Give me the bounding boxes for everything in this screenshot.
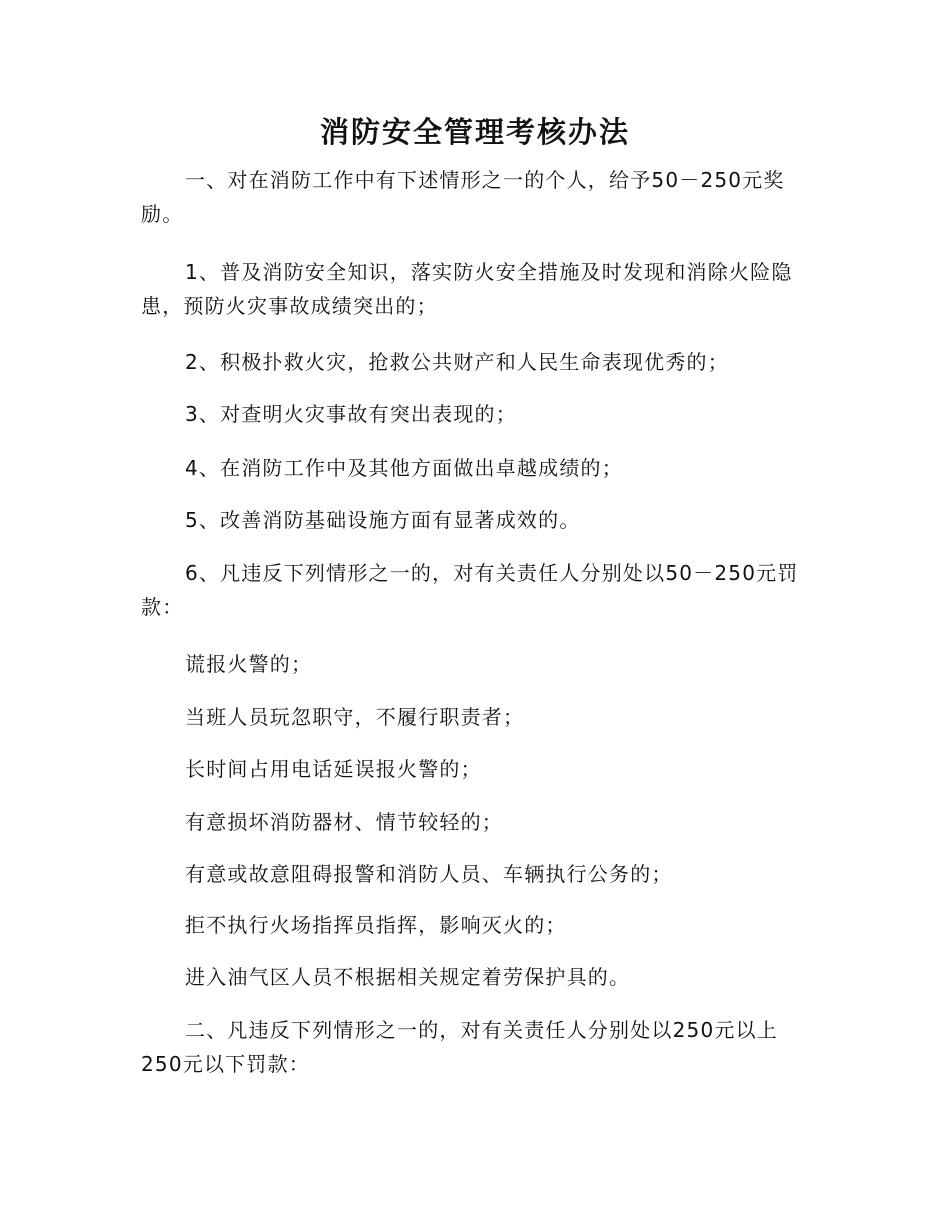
paragraph-item-3 — [141, 397, 811, 431]
paragraph-penalty-7 — [141, 960, 811, 994]
paragraph-reward-intro — [141, 163, 811, 231]
paragraph-line: 2、积极扑救火灾，抢救公共财产和人民生命表现优秀的； — [185, 350, 729, 374]
paragraph-line: 4、在消防工作中及其他方面做出卓越成绩的； — [185, 456, 623, 480]
paragraph-item-2 — [141, 345, 811, 379]
paragraph-line: 250元以下罚款： — [141, 1052, 310, 1076]
paragraph-line: 1、普及消防安全知识，落实防火安全措施及时发现和消除火险隐 — [185, 260, 793, 284]
paragraph-section-two — [141, 1013, 811, 1081]
paragraph-item-6 — [141, 556, 811, 624]
paragraph-item-4 — [141, 451, 811, 485]
paragraph-penalty-3 — [141, 752, 811, 786]
paragraph-line: 款： — [141, 595, 184, 619]
paragraph-penalty-4 — [141, 805, 811, 839]
paragraph-line: 拒不执行火场指挥员指挥，影响灭火的； — [185, 913, 567, 937]
paragraph-line: 二、凡违反下列情形之一的，对有关责任人分别处以250元以上 — [185, 1018, 778, 1042]
paragraph-item-1 — [141, 255, 811, 323]
paragraph-line: 长时间占用电话延误报火警的； — [185, 757, 482, 781]
paragraph-line: 当班人员玩忽职守，不履行职责者； — [185, 705, 525, 729]
paragraph-penalty-1 — [141, 647, 811, 681]
paragraph-line: 进入油气区人员不根据相关规定着劳保护具的。 — [185, 965, 631, 989]
paragraph-line: 患，预防火灾事故成绩突出的； — [141, 294, 438, 318]
paragraph-penalty-6 — [141, 908, 811, 942]
paragraph-line: 6、凡违反下列情形之一的，对有关责任人分别处以50－250元罚 — [185, 561, 799, 585]
paragraph-line: 励。 — [141, 202, 184, 226]
paragraph-penalty-2 — [141, 700, 811, 734]
paragraph-line: 一、对在消防工作中有下述情形之一的个人，给予50－250元奖 — [185, 168, 785, 192]
page-title: 消防安全管理考核办法 — [319, 115, 630, 149]
paragraph-item-5 — [141, 503, 811, 537]
paragraph-line: 5、改善消防基础设施方面有显著成效的。 — [185, 508, 581, 532]
paragraph-line: 谎报火警的； — [185, 652, 313, 676]
paragraph-line: 有意或故意阻碍报警和消防人员、车辆执行公务的； — [185, 862, 673, 886]
paragraph-line: 3、对查明火灾事故有突出表现的； — [185, 402, 517, 426]
paragraph-line: 有意损坏消防器材、情节较轻的； — [185, 810, 503, 834]
paragraph-penalty-5 — [141, 857, 811, 891]
